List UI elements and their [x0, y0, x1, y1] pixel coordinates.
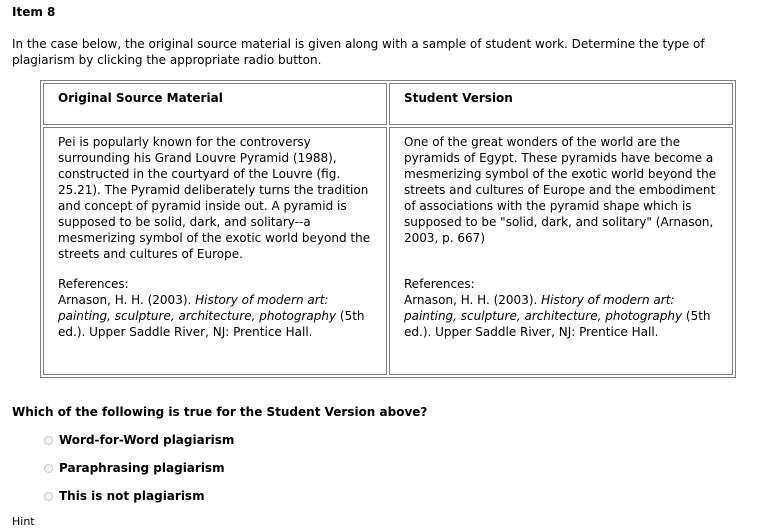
student-version-cell [389, 127, 733, 375]
option-label-word-for-word: Word-for-Word plagiarism [59, 433, 235, 447]
radio-button-paraphrasing[interactable] [44, 464, 53, 473]
header-original-source: Original Source Material [43, 83, 387, 125]
option-label-not-plagiarism: This is not plagiarism [59, 489, 205, 503]
student-reference-title: History of modern art: painting, sculpture, architecture, photography [404, 293, 683, 323]
radio-button-word-for-word[interactable] [44, 436, 53, 445]
student-reference-rest: (5th ed.). Upper Saddle River, NJ: Prentice Hall. [404, 309, 711, 339]
student-references-label: References: [404, 277, 475, 291]
option-not-plagiarism[interactable] [44, 488, 205, 504]
original-source-cell [43, 127, 387, 375]
option-paraphrasing[interactable] [44, 460, 225, 476]
header-student-version: Student Version [389, 83, 733, 125]
student-version-text: One of the great wonders of the world are the pyramids of Egypt. These pyramids have become a mesmerizing symbol of the exotic world beyond the streets and cultures of Europe and the embodiment of associations with the pyramid shape which is supposed to be "solid, dark, and solitary" (Arnason, 2003, p. 667) [404, 135, 717, 245]
question-text: Which of the following is true for the Student Version above? [12, 405, 428, 419]
radio-button-not-plagiarism[interactable] [44, 492, 53, 501]
original-source-text: Pei is popularly known for the controversy surrounding his Grand Louvre Pyramid (1988), constructed in the courtyard of the Louvre (fig. 25.21). The Pyramid deliberately turns the tradition and concept of pyramid inside out. A pyramid is supposed to be solid, dark, and solitary--a mesmerizing symbol of the exotic world beyond the streets and cultures of Europe. [58, 135, 371, 261]
instructions-text: In the case below, the original source material is given along with a sample of student work. Determine the type of plagiarism by clicking the appropriate radio button. [12, 37, 705, 67]
original-references-label: References: [58, 277, 129, 291]
item-title: Item 8 [12, 5, 56, 19]
original-reference-rest: (5th ed.). Upper Saddle River, NJ: Prentice Hall. [58, 309, 365, 339]
student-reference [404, 292, 718, 340]
student-reference-author: Arnason, H. H. (2003). [404, 293, 542, 307]
comparison-table [40, 80, 736, 378]
option-label-paraphrasing: Paraphrasing plagiarism [59, 461, 225, 475]
original-reference-title: History of modern art: painting, sculpture, architecture, photography [58, 293, 337, 323]
original-reference-author: Arnason, H. H. (2003). [58, 293, 196, 307]
hint-link[interactable]: Hint [12, 515, 35, 528]
option-word-for-word[interactable] [44, 432, 234, 448]
original-reference [58, 292, 372, 340]
